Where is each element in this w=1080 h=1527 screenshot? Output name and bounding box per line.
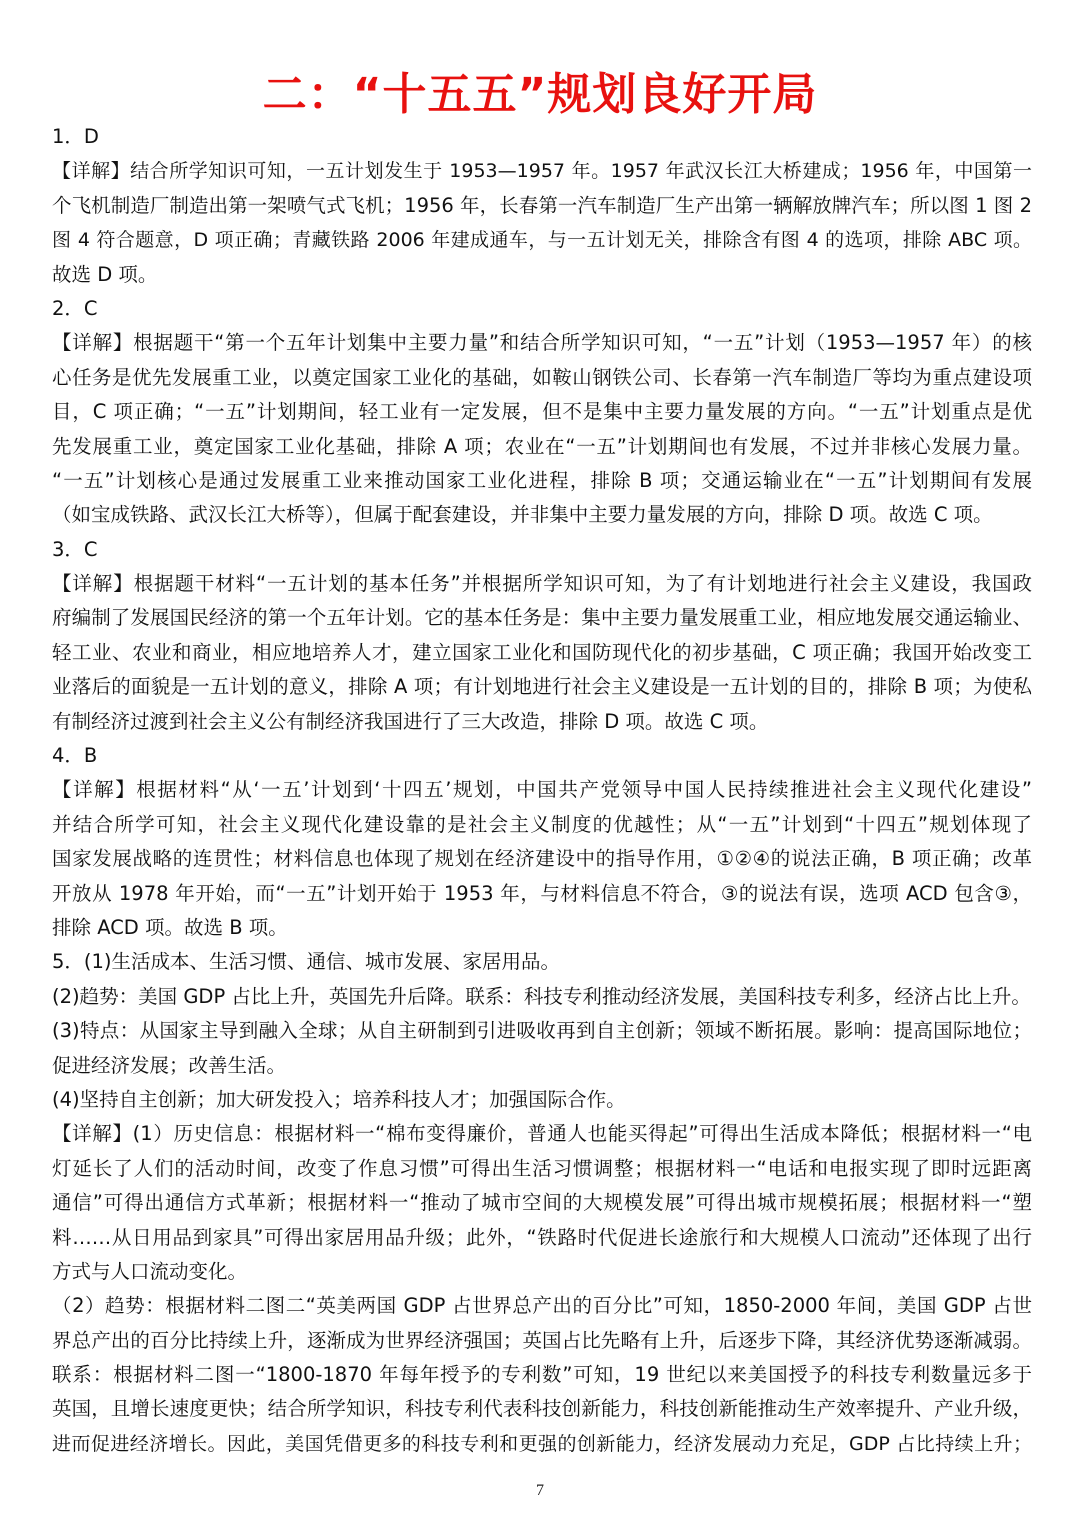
page-number: 7	[536, 1482, 544, 1499]
text-line: 【详解】(1）历史信息：根据材料一“棉布变得廉价，普通人也能买得起”可得出生活成本降低；根据材料一“电	[52, 1122, 1032, 1146]
text-line: 【详解】根据题干“第一个五年计划集中主要力量”和结合所学知识可知，“一五”计划（1953—1957 年）的核	[52, 331, 1032, 355]
text-line: （如宝成铁路、武汉长江大桥等），但属于配套建设，并非集中主要力量发展的方向，排除 D 项。故选 C 项。	[52, 503, 993, 527]
text-line: 通信”可得出通信方式革新；根据材料一“推动了城市空间的大规模发展”可得出城市规模拓展；根据材料一“塑	[52, 1191, 1032, 1215]
text-line: 先发展重工业，奠定国家工业化基础，排除 A 项；农业在“一五”计划期间也有发展，不过并非核心发展力量。	[52, 434, 1032, 458]
text-line: 心任务是优先发展重工业，以奠定国家工业化的基础，如鞍山钢铁公司、长春第一汽车制造厂等均为重点建设项	[52, 365, 1032, 389]
text-line: 5．(1)生活成本、生活习惯、通信、城市发展、家居用品。	[52, 950, 561, 974]
text-line: 【详解】根据材料“从‘一五’计划到‘十四五’规划，中国共产党领导中国人民持续推进社会主义现代化建设”	[52, 778, 1032, 802]
text-line: (4)坚持自主创新；加大研发投入；培养科技人才；加强国际合作。	[52, 1087, 626, 1111]
text-line: 灯延长了人们的活动时间，改变了作息习惯”可得出生活习惯调整；根据材料一“电话和电报实现了即时远距离	[52, 1156, 1032, 1180]
text-line: 业落后的面貌是一五计划的意义，排除 A 项；有计划地进行社会主义建设是一五计划的目的，排除 B 项；为使私	[52, 675, 1032, 699]
text-line: 【详解】结合所学知识可知，一五计划发生于 1953—1957 年。1957 年武汉长江大桥建成；1956 年，中国第一	[52, 160, 1032, 183]
text-line: 联系：根据材料二图一“1800-1870 年每年授予的专利数”可知，19 世纪以来美国授予的科技专利数量远多于	[52, 1363, 1032, 1387]
text-line: 开放从 1978 年开始，而“一五”计划开始于 1953 年，与材料信息不符合，③的说法有误，选项 ACD 包含③，	[52, 881, 1032, 905]
text-line: 3．C	[52, 537, 98, 561]
text-line: 料……从日用品到家具”可得出家居用品升级；此外，“铁路时代促进长途旅行和大规模人口流动”还体现了出行	[52, 1225, 1032, 1249]
text-line: （2）趋势：根据材料二图二“英美两国 GDP 占世界总产出的百分比”可知，1850-2000 年间，美国 GDP 占世	[52, 1294, 1032, 1318]
text-line: (2)趋势：美国 GDP 占比上升，英国先升后降。联系：科技专利推动经济发展，美国科技专利多，经济占比上升。	[52, 984, 1031, 1008]
text-line: 促进经济发展；改善生活。	[52, 1053, 287, 1077]
text-line: 府编制了发展国民经济的第一个五年计划。它的基本任务是：集中主要力量发展重工业，相应地发展交通运输业、	[52, 606, 1032, 630]
text-line: 图 4 符合题意，D 项正确；青藏铁路 2006 年建成通车，与一五计划无关，排除含有图 4 的选项，排除 ABC 项。	[52, 229, 1032, 252]
text-line: 有制经济过渡到社会主义公有制经济我国进行了三大改造，排除 D 项。故选 C 项。	[52, 709, 769, 733]
text-line: 个飞机制造厂制造出第一架喷气式飞机；1956 年，长春第一汽车制造厂生产出第一辆解放牌汽车；所以图 1 图 2	[52, 193, 1032, 217]
text-line: 并结合所学可知，社会主义现代化建设靠的是社会主义制度的优越性；从“一五”计划到“十四五”规划体现了	[52, 812, 1032, 836]
text-line: (3)特点：从国家主导到融入全球；从自主研制到引进吸收再到自主创新；领域不断拓展。影响：提高国际地位；	[52, 1019, 1032, 1043]
text-line: 界总产出的百分比持续上升，逐渐成为世界经济强国；英国占比先略有上升，后逐步下降，其经济优势逐渐减弱。	[52, 1328, 1032, 1352]
text-line: “一五”计划核心是通过发展重工业来推动国家工业化进程，排除 B 项；交通运输业在“一五”计划期间有发展	[52, 468, 1032, 492]
text-line: 方式与人口流动变化。	[52, 1259, 248, 1283]
text-line: 2．C	[52, 296, 98, 320]
page-title: 二：“十五五”规划良好开局	[262, 69, 818, 120]
text-line: 排除 ACD 项。故选 B 项。	[52, 915, 288, 939]
text-line: 英国，且增长速度更快；结合所学知识，科技专利代表科技创新能力，科技创新能推动生产效率提升、产业升级，	[52, 1397, 1032, 1421]
text-line: 轻工业、农业和商业，相应地培养人才，建立国家工业化和国防现代化的初步基础，C 项正确；我国开始改变工	[52, 640, 1032, 664]
text-line: 目，C 项正确；“一五”计划期间，轻工业有一定发展，但不是集中主要力量发展的方向。“一五”计划重点是优	[52, 400, 1032, 424]
answer-explanations	[52, 120, 1032, 1461]
text-line: 故选 D 项。	[52, 262, 158, 286]
text-line: 1．D	[52, 125, 99, 148]
text-line: 4．B	[52, 744, 98, 768]
text-line: 【详解】根据题干材料“一五计划的基本任务”并根据所学知识可知，为了有计划地进行社会主义建设，我国政	[52, 572, 1032, 596]
text-line: 国家发展战略的连贯性；材料信息也体现了规划在经济建设中的指导作用，①②④的说法正确，B 项正确；改革	[52, 847, 1032, 871]
text-line: 进而促进经济增长。因此，美国凭借更多的科技专利和更强的创新能力，经济发展动力充足，GDP 占比持续上升；	[52, 1432, 1032, 1455]
